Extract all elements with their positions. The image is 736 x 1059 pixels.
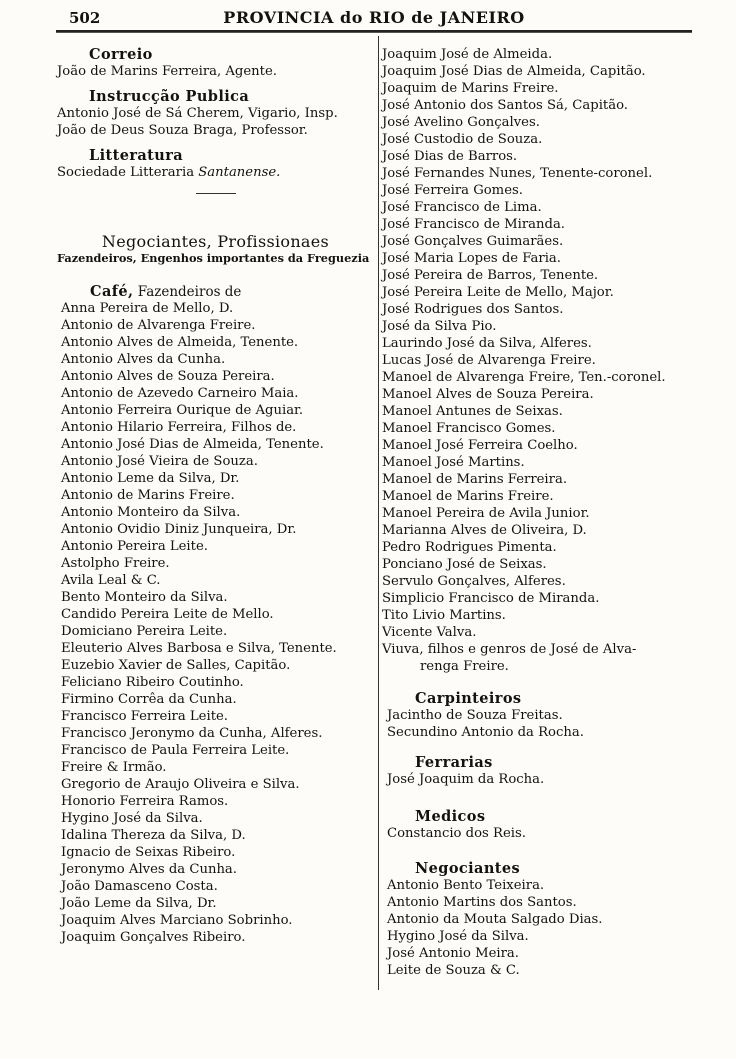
- list-item: Francisco Ferreira Leite.: [61, 709, 228, 724]
- running-head: PROVINCIA do RIO de JANEIRO: [223, 8, 525, 27]
- list-item: Antonio Alves de Souza Pereira.: [61, 369, 275, 384]
- list-item: Antonio Monteiro da Silva.: [61, 505, 241, 520]
- right-column: [382, 46, 702, 979]
- list-item: Antonio Alves da Cunha.: [61, 352, 226, 367]
- list-item-continuation: renga Freire.: [420, 659, 509, 674]
- list-item: Antonio Ovidio Diniz Junqueira, Dr.: [61, 522, 297, 537]
- list-item: Antonio José Vieira de Souza.: [61, 454, 258, 469]
- correio-heading: Correio: [89, 46, 153, 63]
- page-header: [56, 6, 692, 28]
- section-divider: [196, 193, 236, 194]
- list-item: Joaquim José de Almeida.: [382, 47, 553, 62]
- list-item: Manoel Alves de Souza Pereira.: [382, 387, 594, 402]
- medicos-heading: Medicos: [415, 808, 486, 825]
- list-item: Antonio de Alvarenga Freire.: [61, 318, 256, 333]
- list-item: Laurindo José da Silva, Alferes.: [382, 336, 592, 351]
- list-item: Manoel de Marins Freire.: [382, 489, 554, 504]
- left-column: [57, 46, 374, 946]
- list-item: Joaquim Alves Marciano Sobrinho.: [61, 913, 293, 928]
- section-title: Negociantes, Profissionaes: [101, 232, 330, 251]
- column-divider: [378, 36, 379, 990]
- list-item: José Avelino Gonçalves.: [382, 115, 540, 130]
- negociantes-heading: Negociantes: [415, 860, 521, 877]
- list-item: José da Silva Pio.: [382, 319, 497, 334]
- list-item: Antonio Martins dos Santos.: [387, 895, 577, 910]
- list-item: Marianna Alves de Oliveira, D.: [382, 523, 587, 538]
- list-item: Antonio de Marins Freire.: [61, 488, 235, 503]
- list-item: João Leme da Silva, Dr.: [61, 896, 217, 911]
- list-item: José Francisco de Miranda.: [382, 217, 566, 232]
- list-item: Manoel José Martins.: [382, 455, 525, 470]
- list-item: Manoel Antunes de Seixas.: [382, 404, 563, 419]
- list-item: Domiciano Pereira Leite.: [61, 624, 228, 639]
- list-item: Jeronymo Alves da Cunha.: [61, 862, 237, 877]
- list-item: Manoel José Ferreira Coelho.: [382, 438, 578, 453]
- list-item: Pedro Rodrigues Pimenta.: [382, 540, 557, 555]
- list-item: Constancio dos Reis.: [387, 826, 526, 841]
- cafe-heading-bold: Café,: [90, 283, 134, 300]
- list-item: Joaquim Gonçalves Ribeiro.: [61, 930, 246, 945]
- list-item: Freire & Irmão.: [61, 760, 167, 775]
- page-number: 502: [69, 9, 101, 27]
- list-item: Antonio Pereira Leite.: [61, 539, 208, 554]
- list-item: Honorio Ferreira Ramos.: [61, 794, 229, 809]
- list-item: Euzebio Xavier de Salles, Capitão.: [61, 658, 291, 673]
- list-item: Astolpho Freire.: [61, 556, 170, 571]
- list-item: José Custodio de Souza.: [382, 132, 543, 147]
- list-item: Manoel de Alvarenga Freire, Ten.-coronel.: [382, 370, 666, 385]
- list-item: Simplicio Francisco de Miranda.: [382, 591, 600, 606]
- list-item: Servulo Gonçalves, Alferes.: [382, 574, 566, 589]
- list-item: Hygino José da Silva.: [61, 811, 203, 826]
- list-item: Eleuterio Alves Barbosa e Silva, Tenente.: [61, 641, 337, 656]
- list-item: José Dias de Barros.: [382, 149, 518, 164]
- list-item: Vicente Valva.: [382, 625, 477, 640]
- list-item: Ignacio de Seixas Ribeiro.: [61, 845, 236, 860]
- list-item: Antonio Hilario Ferreira, Filhos de.: [61, 420, 297, 435]
- list-item: Lucas José de Alvarenga Freire.: [382, 353, 596, 368]
- list-item: Manoel Francisco Gomes.: [382, 421, 556, 436]
- list-item: Ponciano José de Seixas.: [382, 557, 547, 572]
- litteratura-line: [57, 164, 374, 181]
- list-item: Joaquim José Dias de Almeida, Capitão.: [382, 64, 646, 79]
- list-item: José Gonçalves Guimarães.: [382, 234, 564, 249]
- list-item: Antonio José Dias de Almeida, Tenente.: [61, 437, 324, 452]
- correio-line: João de Marins Ferreira, Agente.: [57, 64, 277, 79]
- list-item: Idalina Thereza da Silva, D.: [61, 828, 246, 843]
- list-item: José Joaquim da Rocha.: [387, 772, 545, 787]
- list-item: Gregorio de Araujo Oliveira e Silva.: [61, 777, 300, 792]
- list-item: José Fernandes Nunes, Tenente-coronel.: [382, 166, 653, 181]
- list-item: Anna Pereira de Mello, D.: [61, 301, 234, 316]
- list-item: José Antonio dos Santos Sá, Capitão.: [382, 98, 628, 113]
- instruccao-line: João de Deus Souza Braga, Professor.: [57, 123, 308, 138]
- cafe-heading: [57, 283, 374, 300]
- list-item: Antonio de Azevedo Carneiro Maia.: [61, 386, 299, 401]
- list-item: Jacintho de Souza Freitas.: [387, 708, 563, 723]
- list-item: Francisco de Paula Ferreira Leite.: [61, 743, 290, 758]
- list-item: Firmino Corrêa da Cunha.: [61, 692, 237, 707]
- list-item: Francisco Jeronymo da Cunha, Alferes.: [61, 726, 323, 741]
- list-item: Bento Monteiro da Silva.: [61, 590, 228, 605]
- list-item: Manoel de Marins Ferreira.: [382, 472, 568, 487]
- list-item: Candido Pereira Leite de Mello.: [61, 607, 274, 622]
- list-item: Feliciano Ribeiro Coutinho.: [61, 675, 244, 690]
- litteratura-heading: Litteratura: [89, 147, 184, 164]
- list-item: Leite de Souza & C.: [387, 963, 520, 978]
- instruccao-line: Antonio José de Sá Cherem, Vigario, Insp.: [57, 106, 338, 121]
- list-item: Secundino Antonio da Rocha.: [387, 725, 584, 740]
- list-item: Tito Livio Martins.: [382, 608, 506, 623]
- carpinteiros-heading: Carpinteiros: [415, 690, 522, 707]
- list-item: João Damasceno Costa.: [61, 879, 218, 894]
- list-item: José Rodrigues dos Santos.: [382, 302, 564, 317]
- list-item: Antonio da Mouta Salgado Dias.: [387, 912, 603, 927]
- litteratura-line-text: Sociedade Litteraria: [57, 165, 199, 180]
- list-item: José Ferreira Gomes.: [382, 183, 523, 198]
- list-item: Antonio Ferreira Ourique de Aguiar.: [61, 403, 304, 418]
- header-rule: [56, 30, 692, 33]
- instruccao-heading: Instrucção Publica: [89, 88, 250, 105]
- list-item: Manoel Pereira de Avila Junior.: [382, 506, 590, 521]
- list-item: José Maria Lopes de Faria.: [382, 251, 561, 266]
- list-item: Antonio Leme da Silva, Dr.: [61, 471, 240, 486]
- cafe-heading-rest: Fazendeiros de: [133, 284, 242, 300]
- litteratura-line-italic: Santanense.: [198, 165, 281, 180]
- list-item: José Pereira Leite de Mello, Major.: [382, 285, 614, 300]
- list-item: Viuva, filhos e genros de José de Alva-: [382, 642, 637, 657]
- ferrarias-heading: Ferrarias: [415, 754, 493, 771]
- list-item: José Antonio Meira.: [387, 946, 519, 961]
- list-item: Antonio Bento Teixeira.: [387, 878, 545, 893]
- list-item: José Pereira de Barros, Tenente.: [382, 268, 599, 283]
- list-item: Avila Leal & C.: [61, 573, 161, 588]
- list-item: Joaquim de Marins Freire.: [382, 81, 559, 96]
- list-item: José Francisco de Lima.: [382, 200, 542, 215]
- list-item: Hygino José da Silva.: [387, 929, 529, 944]
- section-subtitle: Fazendeiros, Engenhos importantes da Freguezia: [57, 251, 370, 265]
- list-item: Antonio Alves de Almeida, Tenente.: [61, 335, 299, 350]
